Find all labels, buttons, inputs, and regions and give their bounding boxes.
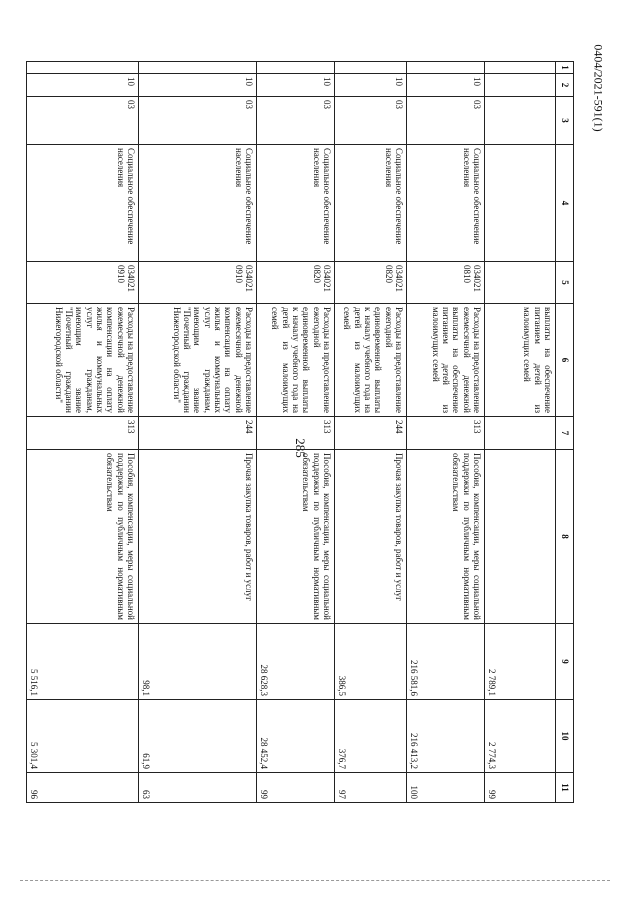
table-cell: 10: [27, 74, 139, 97]
table-cell: Социальное обеспечение населения: [139, 145, 257, 262]
table-cell: Социальное обеспечение населения: [335, 145, 407, 262]
table-cell: Расходы на предоставление ежемесячной денежной компенсации на оплату жилья и коммунальных услуг гражданам, имеющим звание "Почетный гражданин Нижегородской области": [27, 304, 139, 417]
table-cell: 244: [335, 417, 407, 450]
column-header: 3: [556, 97, 574, 145]
table-cell: 034021 0820: [257, 262, 335, 304]
table-cell: [407, 62, 485, 74]
table-cell: 034021 0810: [407, 262, 485, 304]
table-cell: 03: [407, 97, 485, 145]
table-cell: Социальное обеспечение населения: [407, 145, 485, 262]
column-header: 11: [556, 773, 574, 803]
table-cell: [485, 62, 556, 74]
table-cell: Пособия, компенсации, меры социальной поддержки по публичным нормативным обязательствам: [27, 450, 139, 624]
table-cell: выплаты на обеспечение питанием детей из малоимущих семей: [485, 304, 556, 417]
table-cell: 96: [27, 773, 139, 803]
table-cell: Социальное обеспечение населения: [257, 145, 335, 262]
table-cell: [335, 62, 407, 74]
table-row: [485, 62, 556, 803]
table-cell: Расходы на предоставление ежемесячной денежной компенсации на оплату жилья и коммунальных услуг гражданам, имеющим звание "Почетный гражданин Нижегородской области": [139, 304, 257, 417]
column-header: 5: [556, 262, 574, 304]
table-row: [335, 62, 407, 803]
table-row: [407, 62, 485, 803]
table-cell: Расходы на предоставление ежегодной единовременной выплаты к началу учебного года на детей из малоимущих семей: [257, 304, 335, 417]
table-cell: [485, 417, 556, 450]
table-cell: 10: [257, 74, 335, 97]
table-cell: [485, 262, 556, 304]
table-cell: 10: [335, 74, 407, 97]
column-header: 9: [556, 624, 574, 700]
table-row: [139, 62, 257, 803]
scan-edge-artifact: [20, 880, 610, 881]
table-cell: 03: [139, 97, 257, 145]
table-cell: [485, 450, 556, 624]
table-cell: [485, 97, 556, 145]
table-cell: 03: [257, 97, 335, 145]
table-cell: 28 452,4: [257, 700, 335, 773]
table-cell: 97: [335, 773, 407, 803]
table-cell: Расходы на предоставление ежемесячной денежной выплаты на обеспечение питанием детей из малоимущих семей: [407, 304, 485, 417]
table-cell: 98,1: [139, 624, 257, 700]
table-cell: Прочая закупка товаров, работ и услуг: [335, 450, 407, 624]
table-cell: [257, 62, 335, 74]
table-cell: 03: [335, 97, 407, 145]
table-cell: Социальное обеспечение населения: [27, 145, 139, 262]
table-cell: 5 301,4: [27, 700, 139, 773]
table-cell: 386,5: [335, 624, 407, 700]
table-cell: [27, 62, 139, 74]
table-cell: 10: [407, 74, 485, 97]
table-row: [27, 62, 139, 803]
table-cell: Пособия, компенсации, меры социальной поддержки по публичным нормативным обязательствам: [257, 450, 335, 624]
table-cell: 2 789,1: [485, 624, 556, 700]
table-cell: [139, 62, 257, 74]
column-header: 4: [556, 145, 574, 262]
table-cell: 99: [257, 773, 335, 803]
table-cell: 313: [407, 417, 485, 450]
table-cell: 5 516,1: [27, 624, 139, 700]
table-header-row: [556, 62, 574, 803]
table-cell: 034021 0820: [335, 262, 407, 304]
table-cell: Пособия, компенсации, меры социальной поддержки по публичным нормативным обязательствам: [407, 450, 485, 624]
table-cell: 034021 0910: [27, 262, 139, 304]
table-cell: 2 774,3: [485, 700, 556, 773]
table-cell: 28 628,3: [257, 624, 335, 700]
column-header: 10: [556, 700, 574, 773]
page-number: 285: [293, 438, 308, 458]
table-cell: 313: [27, 417, 139, 450]
table-cell: [485, 145, 556, 262]
column-header: 2: [556, 74, 574, 97]
table-cell: 216 413,2: [407, 700, 485, 773]
column-header: 8: [556, 450, 574, 624]
table-row: [257, 62, 335, 803]
document-code: 0404/2021-591(1): [591, 44, 606, 132]
budget-table-rotated: [29, 61, 574, 802]
table-cell: 100: [407, 773, 485, 803]
table-cell: 216 581,6: [407, 624, 485, 700]
table-cell: 10: [139, 74, 257, 97]
table-cell: 61,9: [139, 700, 257, 773]
table-cell: 03: [27, 97, 139, 145]
table-cell: 376,7: [335, 700, 407, 773]
column-header: 6: [556, 304, 574, 417]
table-cell: 034021 0910: [139, 262, 257, 304]
table-cell: 313: [257, 417, 335, 450]
table-cell: [485, 74, 556, 97]
column-header: 1: [556, 62, 574, 74]
table-cell: 63: [139, 773, 257, 803]
table-cell: 99: [485, 773, 556, 803]
table-cell: Прочая закупка товаров, работ и услуг: [139, 450, 257, 624]
table-cell: Расходы на предоставление ежегодной единовременной выплаты к началу учебного года на детей из малоимущих семей: [335, 304, 407, 417]
column-header: 7: [556, 417, 574, 450]
budget-table: [26, 61, 574, 803]
table-cell: 244: [139, 417, 257, 450]
